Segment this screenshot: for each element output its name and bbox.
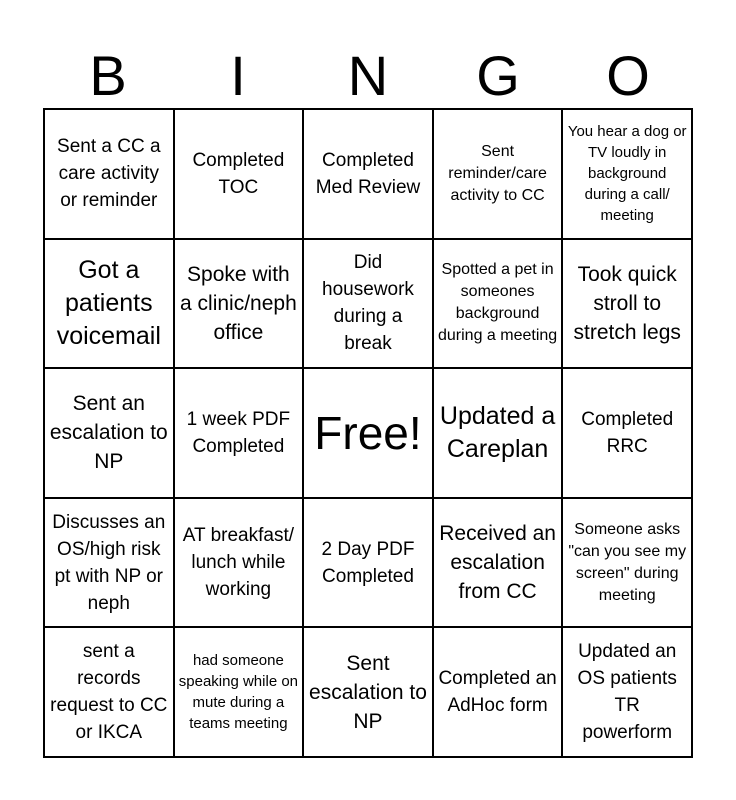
bingo-cell-r4-c2[interactable] [175, 499, 305, 629]
bingo-cell-text: Did housework during a break [322, 252, 414, 355]
bingo-cell-r5-c2[interactable] [175, 628, 305, 758]
bingo-cell-text: Spoke with a clinic/neph office [180, 262, 297, 344]
bingo-cell-text: Completed Med Review [315, 149, 421, 198]
bingo-cell-text: sent a records request to CC or IKCA [50, 641, 168, 744]
header-letter-b: B [89, 44, 127, 107]
bingo-cell-r2-c4[interactable] [434, 240, 564, 370]
bingo-cell-r1-c4[interactable] [434, 110, 564, 240]
bingo-cell-text: Updated a Careplan [439, 401, 556, 463]
bingo-cell-r1-c5[interactable] [563, 110, 693, 240]
header-letter-i: I [230, 44, 246, 107]
bingo-cell-r4-c1[interactable] [45, 499, 175, 629]
bingo-header [43, 44, 693, 108]
bingo-cell-text: 2 Day PDF Completed [321, 538, 415, 587]
bingo-cell-text: Sent reminder/care activity to CC [448, 142, 547, 204]
bingo-cell-text: Sent escalation to NP [309, 651, 427, 733]
bingo-cell-text: Updated an OS patients TR powerform [577, 641, 677, 744]
bingo-cell-text: Sent a CC a care activity or reminder [57, 136, 161, 212]
bingo-cell-text: 1 week PDF Completed [186, 408, 291, 457]
bingo-cell-r5-c1[interactable] [45, 628, 175, 758]
bingo-cell-r4-c5[interactable] [563, 499, 693, 629]
bingo-cell-text: You hear a dog or TV loudly in background during a call/ meeting [567, 123, 687, 225]
bingo-cell-r4-c4[interactable] [434, 499, 564, 629]
bingo-cell-text: had someone speaking while on mute during a teams meeting [178, 652, 299, 733]
bingo-cell-text: Received an escalation from CC [439, 522, 556, 604]
bingo-cell-text: Completed RRC [581, 408, 674, 457]
bingo-cell-r2-c2[interactable] [175, 240, 305, 370]
bingo-cell-r3-c1[interactable] [45, 369, 175, 499]
bingo-cell-text: Completed an AdHoc form [438, 668, 557, 717]
bingo-cell-text: Took quick stroll to stretch legs [573, 262, 681, 344]
bingo-cell-text: Discusses an OS/high risk pt with NP or neph [52, 511, 166, 614]
bingo-grid [43, 108, 693, 758]
bingo-cell-r3-c4[interactable] [434, 369, 564, 499]
header-letter-g: G [476, 44, 520, 107]
bingo-cell-text: Got a patients voicemail [56, 255, 161, 350]
bingo-cell-r1-c2[interactable] [175, 110, 305, 240]
header-letter-n: N [347, 44, 389, 107]
bingo-cell-text: Someone asks "can you see my screen" during meeting [568, 520, 687, 604]
bingo-cell-text: AT breakfast/ lunch while working [182, 525, 295, 601]
bingo-cell-r2-c1[interactable] [45, 240, 175, 370]
bingo-cell-r3-c5[interactable] [563, 369, 693, 499]
bingo-cell-r3-c2[interactable] [175, 369, 305, 499]
bingo-cell-r2-c3[interactable] [304, 240, 434, 370]
bingo-cell-r5-c5[interactable] [563, 628, 693, 758]
bingo-cell-r1-c3[interactable] [304, 110, 434, 240]
header-letter-o: O [606, 44, 650, 107]
bingo-cell-r5-c3[interactable] [304, 628, 434, 758]
bingo-cell-text: Completed TOC [192, 149, 285, 198]
bingo-cell-free[interactable] [304, 369, 434, 499]
bingo-cell-r1-c1[interactable] [45, 110, 175, 240]
bingo-cell-text: Spotted a pet in someones background during a meeting [438, 261, 558, 345]
bingo-cell-r5-c4[interactable] [434, 628, 564, 758]
bingo-cell-text: Sent an escalation to NP [49, 392, 168, 474]
bingo-cell-r4-c3[interactable] [304, 499, 434, 629]
bingo-cell-r2-c5[interactable] [563, 240, 693, 370]
free-space-text: Free! [314, 406, 422, 459]
